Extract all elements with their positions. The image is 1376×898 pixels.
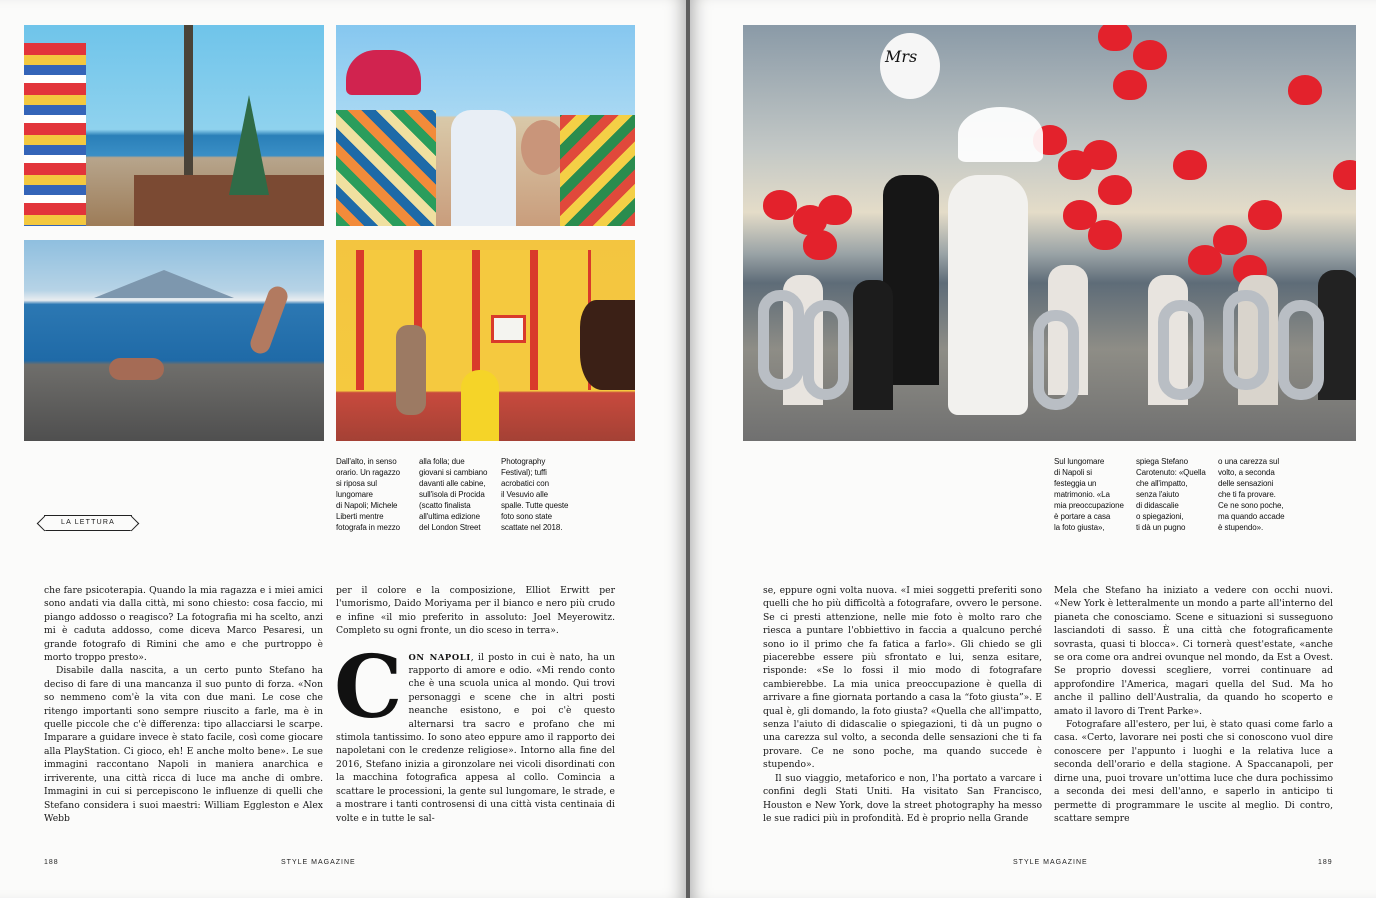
caption-line: Sul lungomare <box>1054 457 1105 466</box>
caption-line: delle sensazioni <box>1218 479 1274 488</box>
caption-line: è stupendo». <box>1218 523 1264 532</box>
caption-line: Photography <box>501 457 546 466</box>
heart-balloon-shape <box>1173 150 1207 180</box>
photo-caption-col-1 <box>336 456 406 533</box>
heart-balloon-shape <box>1098 25 1132 51</box>
caption-line: ma quando accade <box>1218 512 1285 521</box>
drop-cap: C <box>334 636 403 738</box>
photo-wedding-balloons <box>743 25 1356 441</box>
caption-line: Dall'alto, in senso <box>336 457 397 466</box>
body-column-1 <box>44 584 323 825</box>
caption-line: senza l'aiuto <box>1136 490 1179 499</box>
heart-balloon-shape <box>1133 40 1167 70</box>
caption-line: di didascalie <box>1136 501 1179 510</box>
paragraph: Mela che Stefano ha iniziato a vedere con occhi nuovi. «New York è letteralmente un mondo a parte all'interno del pianeta che conosciamo. Scene e situazioni si susseguono lasciandoti di sasso. È una città che fotograficamente sovrasta, quasi ti blocca». Ci tornerà quest'estate, «anche se ora come ora andrei ovunque nel mondo, da Est a Ovest. Se proprio dovessi scegliere, vorrei continuare ad approfondire l'America, magari quella del Sud. Ma ho anche il pallino dell'Australia, da quando ho scoperto e amato il lavoro di Trent Parke». <box>1054 585 1333 717</box>
silver-number-balloon-shape <box>758 290 804 390</box>
page-number: 188 <box>44 859 59 866</box>
body-column-1 <box>763 584 1042 825</box>
heart-balloon-shape <box>1083 140 1117 170</box>
magazine-name: STYLE MAGAZINE <box>1013 859 1088 866</box>
caption-line: Festival); tuffi <box>501 468 547 477</box>
caption-line: il Vesuvio alle <box>501 490 548 499</box>
caption-line: matrimonio. «La <box>1054 490 1110 499</box>
heart-balloon-shape <box>1088 220 1122 250</box>
caption-line: si riposa sul <box>336 479 377 488</box>
body-column-2 <box>336 584 615 825</box>
caption-line: (scatto finalista <box>419 501 471 510</box>
caption-line: Liberti mentre <box>336 512 384 521</box>
parasol-shape <box>958 107 1043 162</box>
swimmer-shape <box>109 358 164 380</box>
section-tag: LA LETTURA <box>44 515 132 531</box>
caption-line: spalle. Tutte queste <box>501 501 569 510</box>
silver-number-balloon-shape <box>1223 290 1269 390</box>
body-column-2 <box>1054 584 1333 825</box>
silver-number-balloon-shape <box>1033 310 1079 410</box>
caption-line: orario. Un ragazzo <box>336 468 401 477</box>
caption-line: scattate nel 2018. <box>501 523 563 532</box>
right-page <box>690 0 1376 898</box>
silver-number-balloon-shape <box>803 300 849 400</box>
photo-caption-col-3 <box>1218 456 1294 533</box>
yellow-post-shape <box>461 370 499 441</box>
caption-line: di Napoli; Michele <box>336 501 398 510</box>
photo-caption-col-2 <box>419 456 494 533</box>
caption-line: o spiegazioni, <box>1136 512 1184 521</box>
paragraph: Fotografare all'estero, per lui, è stato quasi come farlo a casa. «Certo, lavorare nei posti che si conoscono vuol dire conoscere per l'appunto i luoghi e la relativa luce a seconda dell'orario e della stagione. A Spaccanapoli, per dirne una, puoi trovare un'ottima luce che dura pochissimo a seconda dei mesi dell'anno, e saperlo in anticipo ti permette di programmare le uscite al meglio. Di contro, scattare sempre <box>1054 719 1333 824</box>
bride-shape <box>948 175 1028 415</box>
heart-balloon-shape <box>1248 200 1282 230</box>
heart-balloon-shape <box>803 230 837 260</box>
caption-line: lungomare <box>336 490 373 499</box>
caption-line: sull'isola di Procida <box>419 490 485 499</box>
paragraph: Disabile dalla nascita, a un certo punto Stefano ha deciso di fare di una mancanza il suo punto di forza. «Non so nemmeno com'è la vita con due mani. Le cose che ritengo importanti sono sempre riuscito a farle, ma è in quelle piccole che c'è differenza: tipo allacciarsi le scarpe. Imparare a guidare invece è stato facile, così come giocare alla PlayStation. Ci gioco, eh! E anche molto bene». Le sue immagini raccontano Napoli in maniera anarchica e irriverente, una città ricca di luce ma anche di ombre. Immagini in cui si percepiscono le influenze di quelli che Stefano considera i suoi maestri: William Eggleston e Alex Webb <box>44 665 323 824</box>
caption-line: davanti alle cabine, <box>419 479 486 488</box>
cabin-frame-shape <box>356 250 591 390</box>
photo-caption-col-2 <box>1136 456 1210 533</box>
guest-shape <box>853 280 893 410</box>
caption-line: volto, a seconda <box>1218 468 1275 477</box>
caption-line: è portare a casa <box>1054 512 1111 521</box>
paragraph: se, eppure ogni volta nuova. «I miei soggetti preferiti sono quelli che ho più difficoltà a fotografare, ovvero le persone. Se ci presti attenzione, nelle mie foto è molto raro che riesca a puntare l'obbiettivo in faccia a qualcuno perché sono io il primo che fa fatica a farlo». Gli chiedo se gli piacerebbe essere più sfrontato e lui, senza esitare, risponde: «Se lo fossi il mio modo di fotografare cambierebbe. La mia unica preoccupazione è quella di arrivare a fine giornata portando a casa la “foto giusta”». E qual è, gli domando, la foto giusta? «Quella che all'impatto, senza l'aiuto di didascalie o spiegazioni, ti dà un pugno o una carezza sul volto, a seconda delle sensazioni che ti fa provare. Ce ne sono poche, ma quando succede è stupendo». <box>763 585 1042 771</box>
heart-balloon-shape <box>1188 245 1222 275</box>
caption-line: Carotenuto: «Quella <box>1136 468 1206 477</box>
caption-line: all'ultima edizione <box>419 512 480 521</box>
woman-shape <box>396 325 426 415</box>
paragraph: Il suo viaggio, metaforico e non, l'ha portato a varcare i confini degli Stati Uniti. Ha visitato San Francisco, Houston e New York, dove la street photography ha messo le sue radici più in profondità. Ed è proprio nella Grande <box>763 772 1042 824</box>
caption-line: di Napoli si <box>1054 468 1092 477</box>
left-page <box>0 0 686 898</box>
caption-line: giovani si cambiano <box>419 468 488 477</box>
paragraph-body: , il posto in cui è nato, ha un rapporto di amore e odio. «Mi rendo conto che è una scuola unica al mondo. Qui trovi personaggi e scene che in altri posti neanche esistono, e poi c'è questo alternarsi tra sacro e profano che mi stimola tantissimo. Io sono ateo eppure amo il rapporto dei napoletani con le credenze religiose». Intorno alla fine del 2016, Stefano inizia a gironzolare nei vicoli disordinati con la macchina fotografica appesa al collo. Comincia a scattare le processioni, la gente sul lungomare, le strade, e a mostrare i tanti controsensi di una città vista centinaia di volte e in tutte le sal- <box>336 651 615 824</box>
caption-line: alla folla; due <box>419 457 465 466</box>
photo-caption-col-3 <box>501 456 576 533</box>
heart-balloon-shape <box>1333 160 1356 190</box>
heart-balloon-shape <box>1098 175 1132 205</box>
cabin-window-shape <box>491 315 526 343</box>
caption-line: che ti fa provare. <box>1218 490 1276 499</box>
page-number: 189 <box>1318 859 1333 866</box>
caption-line: o una carezza sul <box>1218 457 1280 466</box>
caption-line: Ce ne sono poche, <box>1218 501 1284 510</box>
paragraph: per il colore e la composizione, Elliot Erwitt per l'umorismo, Daido Moriyama per il bianco e nero più crudo e infine «il mio preferito in assoluto: Joel Meyerowitz. Completo su ogni fronte, un dio sceso in terra». <box>336 585 615 637</box>
photo-seafront-kiosk <box>24 25 324 226</box>
caption-line: che all'impatto, <box>1136 479 1188 488</box>
photo-caption-col-1 <box>1054 456 1126 533</box>
caption-line: acrobatici con <box>501 479 549 488</box>
balloon-lettering: Mrs <box>885 47 918 66</box>
floral-shirt-shape <box>336 110 436 226</box>
lamp-post-shape <box>184 25 193 175</box>
floral-shirt-shape <box>560 115 635 226</box>
tree-shape <box>580 300 635 390</box>
caption-line: ti dà un pugno <box>1136 523 1186 532</box>
vesuvio-shape <box>94 270 234 298</box>
magazine-name: STYLE MAGAZINE <box>281 859 356 866</box>
umbrella-shape <box>229 95 269 195</box>
red-hat-shape <box>346 50 421 95</box>
photo-crowd-hats <box>336 25 635 226</box>
white-balloon-shape <box>880 33 940 99</box>
paragraph: che fare psicoterapia. Quando la mia ragazza e i miei amici sono andati via dalla città, mi sono chiesto: cosa faccio, mi piango addosso o reagisco? La fotografia mi ha scelto, anzi mi è caduta addosso, come diceva Marco Pesaresi, un grande fotografo di Rimini che amo e che purtroppo è morto troppo presto». <box>44 585 323 664</box>
caption-line: del London Street <box>419 523 481 532</box>
silver-number-balloon-shape <box>1158 300 1204 400</box>
heart-balloon-shape <box>1288 75 1322 105</box>
caption-line: la foto giusta», <box>1054 523 1105 532</box>
heart-balloon-shape <box>818 195 852 225</box>
diver-shape <box>248 284 291 357</box>
person-shape <box>451 110 516 226</box>
heart-balloon-shape <box>763 190 797 220</box>
caption-line: foto sono state <box>501 512 552 521</box>
lead-in: ON NAPOLI <box>408 651 471 662</box>
photo-swimmers-vesuvio <box>24 240 324 441</box>
caption-line: spiega Stefano <box>1136 457 1188 466</box>
caption-line: fotografa in mezzo <box>336 523 401 532</box>
dropcap-paragraph <box>334 636 615 825</box>
heart-balloon-shape <box>1113 70 1147 100</box>
silver-number-balloon-shape <box>1278 300 1324 400</box>
caption-line: mia preoccupazione <box>1054 501 1124 510</box>
photo-procida-cabins <box>336 240 635 441</box>
kiosk-shape <box>24 43 86 226</box>
caption-line: festeggia un <box>1054 479 1097 488</box>
